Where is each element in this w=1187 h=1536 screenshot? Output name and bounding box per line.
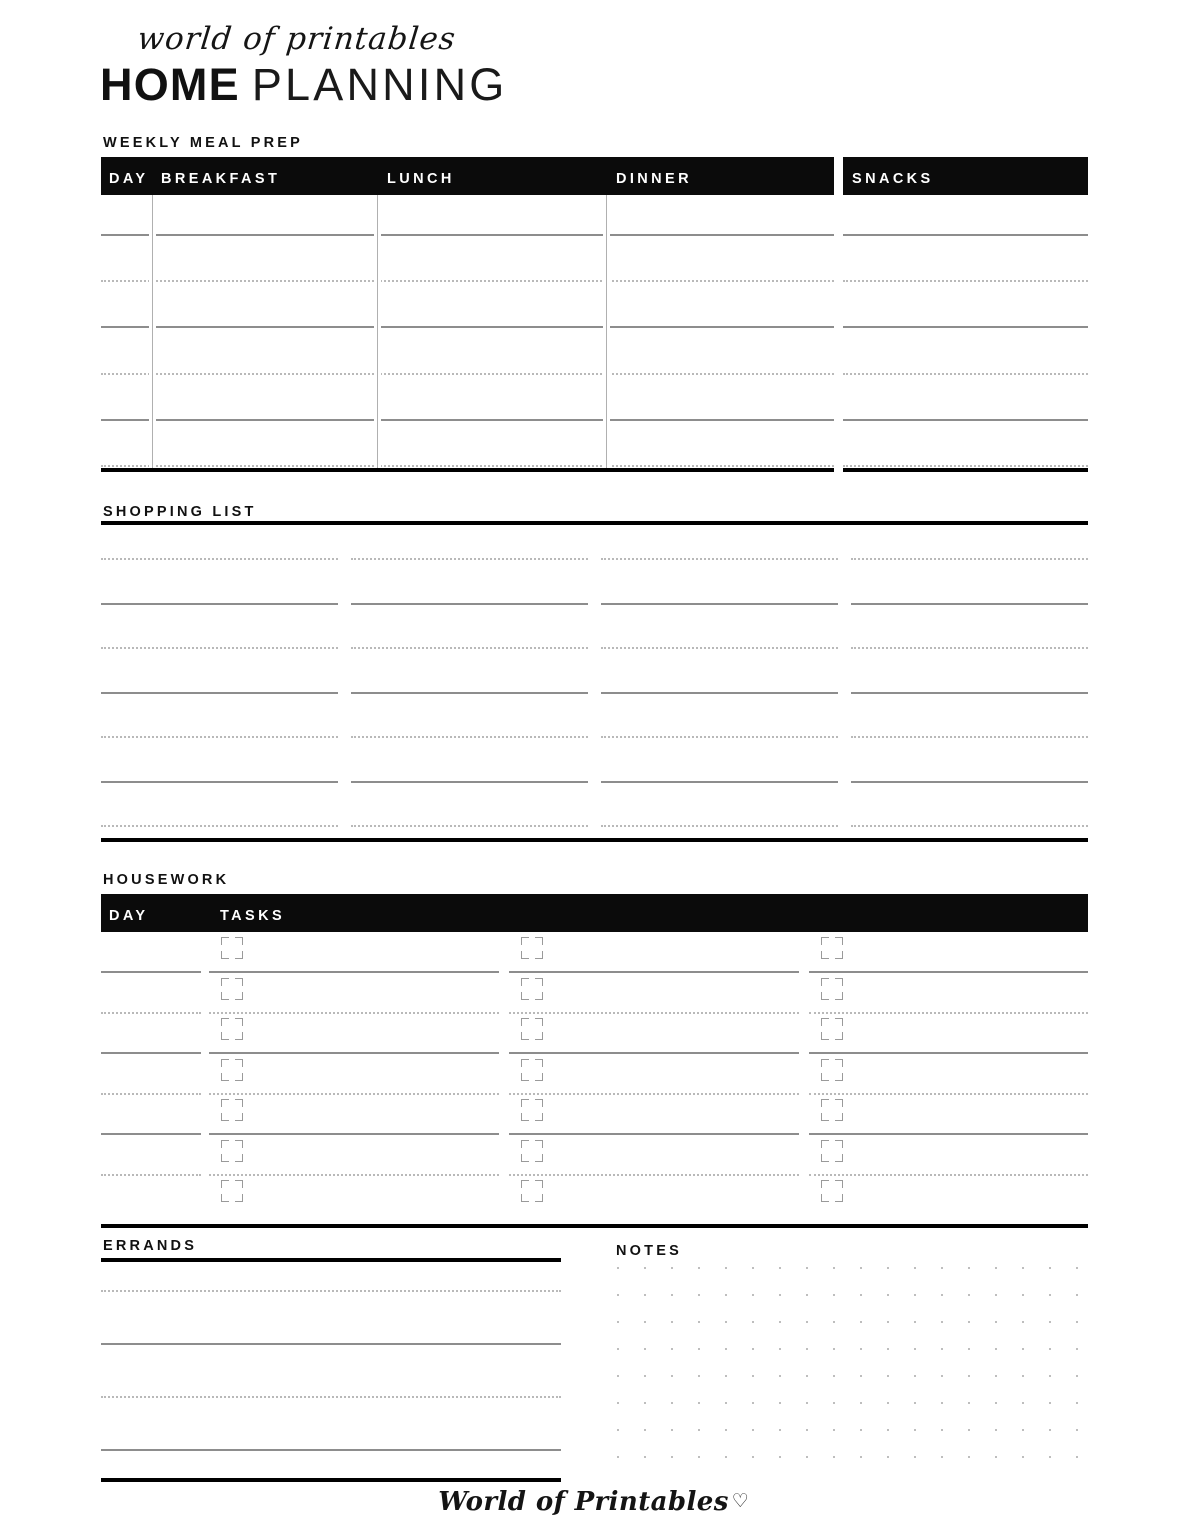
writing-line-solid	[601, 692, 838, 694]
grid-dot	[860, 1294, 862, 1296]
grid-dot	[1076, 1294, 1078, 1296]
grid-dot	[644, 1267, 646, 1269]
housework-row[interactable]	[101, 1094, 1088, 1135]
grid-dot	[698, 1456, 700, 1458]
grid-dot	[1022, 1348, 1024, 1350]
grid-dot	[941, 1375, 943, 1377]
writing-line-solid	[101, 1449, 561, 1451]
grid-dot	[941, 1402, 943, 1404]
grid-dot	[1049, 1375, 1051, 1377]
housework-row[interactable]	[101, 973, 1088, 1014]
brand-script-text: world of printables	[135, 21, 458, 57]
grid-dot	[995, 1321, 997, 1323]
writing-line-solid	[601, 603, 838, 605]
checkbox-icon[interactable]	[221, 1099, 243, 1121]
grid-dot	[1049, 1321, 1051, 1323]
shopping-list-column[interactable]	[601, 530, 838, 812]
grid-dot	[1049, 1294, 1051, 1296]
grid-dot	[698, 1321, 700, 1323]
grid-dot	[968, 1267, 970, 1269]
grid-dot	[752, 1267, 754, 1269]
grid-dot	[1076, 1402, 1078, 1404]
grid-dot	[698, 1267, 700, 1269]
writing-line-dotted	[351, 825, 588, 827]
grid-dot	[941, 1321, 943, 1323]
grid-dot	[1049, 1348, 1051, 1350]
writing-line-dotted	[601, 647, 838, 649]
housework-task-cell[interactable]	[809, 1174, 1088, 1216]
writing-line-solid	[843, 326, 1088, 328]
grid-dot	[1022, 1294, 1024, 1296]
page-footer	[0, 1487, 1187, 1517]
checkbox-icon[interactable]	[521, 1099, 543, 1121]
grid-dot	[887, 1348, 889, 1350]
housework-row[interactable]	[101, 1013, 1088, 1054]
writing-line-solid	[101, 234, 834, 236]
housework-task-cell[interactable]	[809, 1012, 1088, 1054]
grid-dot	[860, 1375, 862, 1377]
writing-line-dotted	[101, 736, 338, 738]
meal-prep-bottom-rule	[101, 468, 834, 472]
grid-dot	[725, 1267, 727, 1269]
grid-dot	[806, 1402, 808, 1404]
grid-dot	[779, 1429, 781, 1431]
writing-line-solid	[101, 1343, 561, 1345]
heart-icon: ♡	[731, 1491, 749, 1512]
grid-dot	[833, 1375, 835, 1377]
housework-task-cell[interactable]	[809, 972, 1088, 1014]
snacks-bottom-rule	[843, 468, 1088, 472]
grid-dot	[833, 1267, 835, 1269]
grid-dot	[779, 1456, 781, 1458]
grid-dot	[806, 1267, 808, 1269]
writing-line-dotted	[101, 373, 834, 375]
snacks-header-bar	[843, 157, 1088, 195]
grid-dot	[752, 1456, 754, 1458]
col-header-snacks: SNACKS	[852, 171, 934, 187]
writing-line-dotted	[851, 647, 1088, 649]
writing-line-dotted	[843, 373, 1088, 375]
writing-line-dotted	[843, 280, 1088, 282]
grid-dot	[779, 1375, 781, 1377]
grid-dot	[725, 1456, 727, 1458]
grid-dot	[887, 1402, 889, 1404]
writing-line-dotted	[601, 558, 838, 560]
checkbox-icon[interactable]	[221, 1180, 243, 1202]
grid-dot	[752, 1348, 754, 1350]
checkbox-icon[interactable]	[821, 1180, 843, 1202]
writing-line-solid	[851, 603, 1088, 605]
grid-dot	[617, 1375, 619, 1377]
grid-dot	[617, 1321, 619, 1323]
writing-line-dotted	[851, 825, 1088, 827]
grid-dot	[833, 1456, 835, 1458]
writing-line-dotted	[843, 465, 1088, 467]
grid-dot	[671, 1429, 673, 1431]
col-header-breakfast: BREAKFAST	[161, 171, 281, 187]
housework-row[interactable]	[101, 1175, 1088, 1216]
checkbox-icon[interactable]	[221, 1140, 243, 1162]
writing-line-solid	[351, 603, 588, 605]
housework-task-cell[interactable]	[509, 1053, 799, 1095]
housework-bottom-rule	[101, 1224, 1088, 1228]
writing-line-dotted	[851, 736, 1088, 738]
writing-line-solid	[351, 692, 588, 694]
checkbox-icon[interactable]	[521, 1140, 543, 1162]
section-title-housework: HOUSEWORK	[103, 872, 230, 888]
grid-dot	[941, 1294, 943, 1296]
grid-dot	[644, 1375, 646, 1377]
grid-dot	[779, 1402, 781, 1404]
grid-dot	[941, 1348, 943, 1350]
footer-logo-text: World of Printables	[438, 1487, 729, 1517]
grid-dot	[887, 1456, 889, 1458]
grid-dot	[644, 1321, 646, 1323]
checkbox-icon[interactable]	[821, 937, 843, 959]
grid-dot	[806, 1429, 808, 1431]
grid-dot	[617, 1429, 619, 1431]
checkbox-icon[interactable]	[821, 1140, 843, 1162]
writing-line-dotted	[351, 558, 588, 560]
grid-dot	[887, 1294, 889, 1296]
page-title-light: PLANNING	[251, 59, 508, 110]
grid-dot	[860, 1267, 862, 1269]
grid-dot	[833, 1429, 835, 1431]
grid-dot	[698, 1375, 700, 1377]
housework-task-cell[interactable]	[809, 1134, 1088, 1176]
housework-task-cell[interactable]	[509, 1134, 799, 1176]
checkbox-icon[interactable]	[221, 1059, 243, 1081]
housework-task-cell[interactable]	[509, 1093, 799, 1135]
writing-line-dotted	[101, 465, 834, 467]
grid-dot	[833, 1321, 835, 1323]
grid-dot	[1022, 1375, 1024, 1377]
writing-line-solid	[351, 781, 588, 783]
grid-dot	[806, 1375, 808, 1377]
writing-line-dotted	[101, 1290, 561, 1292]
grid-dot	[1049, 1402, 1051, 1404]
checkbox-icon[interactable]	[521, 1018, 543, 1040]
grid-dot	[968, 1348, 970, 1350]
grid-dot	[617, 1267, 619, 1269]
grid-dot	[1022, 1429, 1024, 1431]
page-title	[100, 59, 1000, 110]
page-title-bold: HOME	[100, 59, 240, 110]
grid-dot	[1076, 1429, 1078, 1431]
housework-task-cell[interactable]	[809, 931, 1088, 973]
grid-dot	[725, 1429, 727, 1431]
grid-dot	[779, 1348, 781, 1350]
grid-dot	[860, 1321, 862, 1323]
grid-dot	[671, 1348, 673, 1350]
grid-dot	[995, 1267, 997, 1269]
shopping-list-column[interactable]	[851, 530, 1088, 812]
checkbox-icon[interactable]	[521, 937, 543, 959]
grid-dot	[914, 1375, 916, 1377]
grid-dot	[968, 1456, 970, 1458]
grid-dot	[995, 1348, 997, 1350]
grid-dot	[671, 1456, 673, 1458]
meal-prep-header-bar	[101, 157, 834, 195]
grid-dot	[698, 1402, 700, 1404]
grid-dot	[725, 1321, 727, 1323]
grid-dot	[887, 1429, 889, 1431]
checkbox-icon[interactable]	[521, 1180, 543, 1202]
grid-dot	[941, 1456, 943, 1458]
grid-dot	[779, 1321, 781, 1323]
writing-line-dotted	[851, 558, 1088, 560]
checkbox-icon[interactable]	[821, 1018, 843, 1040]
writing-line-dotted	[101, 825, 338, 827]
housework-task-cell[interactable]	[509, 972, 799, 1014]
grid-dot	[644, 1402, 646, 1404]
housework-task-cell[interactable]	[209, 972, 499, 1014]
grid-dot	[617, 1294, 619, 1296]
grid-dot	[968, 1294, 970, 1296]
grid-dot	[995, 1402, 997, 1404]
grid-dot	[1022, 1456, 1024, 1458]
checkbox-icon[interactable]	[821, 1059, 843, 1081]
housework-task-cell[interactable]	[209, 931, 499, 973]
grid-dot	[779, 1267, 781, 1269]
grid-dot	[914, 1402, 916, 1404]
meal-prep-grid[interactable]	[101, 195, 834, 472]
grid-dot	[806, 1321, 808, 1323]
col-header-dinner: DINNER	[616, 171, 692, 187]
grid-dot	[725, 1294, 727, 1296]
writing-line-dotted	[601, 825, 838, 827]
grid-dot	[617, 1402, 619, 1404]
errands-lines[interactable]	[101, 1268, 561, 1478]
grid-dot	[887, 1267, 889, 1269]
col-header-lunch: LUNCH	[387, 171, 455, 187]
grid-dot	[833, 1348, 835, 1350]
grid-dot	[671, 1294, 673, 1296]
housework-task-cell[interactable]	[509, 931, 799, 973]
grid-dot	[779, 1294, 781, 1296]
checkbox-icon[interactable]	[821, 1099, 843, 1121]
grid-dot	[887, 1375, 889, 1377]
grid-dot	[671, 1402, 673, 1404]
housework-row[interactable]	[101, 932, 1088, 973]
grid-dot	[644, 1294, 646, 1296]
housework-rows[interactable]	[101, 932, 1088, 1228]
writing-line-solid	[851, 781, 1088, 783]
grid-dot	[725, 1348, 727, 1350]
grid-dot	[752, 1402, 754, 1404]
section-title-meal-prep: WEEKLY MEAL PREP	[103, 135, 303, 151]
grid-dot	[1076, 1456, 1078, 1458]
housework-task-cell[interactable]	[509, 1012, 799, 1054]
page-header	[100, 21, 1000, 110]
housework-task-cell[interactable]	[809, 1053, 1088, 1095]
grid-dot	[941, 1267, 943, 1269]
grid-dot	[968, 1402, 970, 1404]
grid-dot	[914, 1294, 916, 1296]
housework-row[interactable]	[101, 1135, 1088, 1176]
writing-line-dotted	[101, 1396, 561, 1398]
writing-line-dotted	[601, 736, 838, 738]
grid-dot	[752, 1294, 754, 1296]
writing-line-solid	[101, 603, 338, 605]
grid-dot	[968, 1321, 970, 1323]
col-header-house-tasks: TASKS	[220, 908, 286, 924]
writing-line-solid	[851, 692, 1088, 694]
grid-dot	[752, 1429, 754, 1431]
grid-dot	[914, 1456, 916, 1458]
section-title-errands: ERRANDS	[103, 1238, 198, 1254]
checkbox-icon[interactable]	[221, 1018, 243, 1040]
grid-dot	[725, 1375, 727, 1377]
grid-dot	[1022, 1402, 1024, 1404]
writing-line-dotted	[351, 647, 588, 649]
grid-dot	[617, 1348, 619, 1350]
grid-dot	[671, 1267, 673, 1269]
meal-col-divider	[152, 195, 153, 472]
checkbox-icon[interactable]	[221, 978, 243, 1000]
errands-bottom-rule	[101, 1478, 561, 1482]
grid-dot	[995, 1294, 997, 1296]
checkbox-icon[interactable]	[521, 1059, 543, 1081]
grid-dot	[644, 1348, 646, 1350]
writing-line-dotted	[351, 736, 588, 738]
grid-dot	[644, 1456, 646, 1458]
grid-dot	[833, 1294, 835, 1296]
housework-task-cell[interactable]	[209, 1093, 499, 1135]
grid-dot	[1049, 1456, 1051, 1458]
grid-dot	[752, 1321, 754, 1323]
grid-dot	[1022, 1267, 1024, 1269]
grid-dot	[995, 1456, 997, 1458]
grid-dot	[1076, 1267, 1078, 1269]
grid-dot	[1022, 1321, 1024, 1323]
housework-task-cell[interactable]	[209, 1053, 499, 1095]
meal-col-divider	[606, 195, 607, 472]
writing-line-dotted	[101, 280, 834, 282]
grid-dot	[860, 1402, 862, 1404]
grid-dot	[968, 1429, 970, 1431]
grid-dot	[1076, 1348, 1078, 1350]
meal-col-divider	[377, 195, 378, 472]
housework-header-bar	[101, 894, 1088, 932]
grid-dot	[860, 1348, 862, 1350]
shopping-list-title-rule	[101, 521, 1088, 525]
grid-dot	[1076, 1321, 1078, 1323]
notes-dot-grid[interactable]	[617, 1267, 1089, 1482]
housework-row[interactable]	[101, 1054, 1088, 1095]
section-title-notes: NOTES	[616, 1243, 682, 1259]
writing-line-solid	[843, 234, 1088, 236]
grid-dot	[644, 1429, 646, 1431]
grid-dot	[914, 1348, 916, 1350]
section-title-shopping-list: SHOPPING LIST	[103, 504, 257, 520]
housework-task-cell[interactable]	[209, 1134, 499, 1176]
housework-task-cell[interactable]	[209, 1012, 499, 1054]
grid-dot	[1049, 1267, 1051, 1269]
grid-dot	[833, 1402, 835, 1404]
col-header-day: DAY	[109, 171, 149, 187]
grid-dot	[671, 1321, 673, 1323]
grid-dot	[887, 1321, 889, 1323]
shopping-list-bottom-rule	[101, 838, 1088, 842]
checkbox-icon[interactable]	[521, 978, 543, 1000]
grid-dot	[914, 1321, 916, 1323]
grid-dot	[1076, 1375, 1078, 1377]
shopping-list-column[interactable]	[101, 530, 338, 812]
shopping-list-column[interactable]	[351, 530, 588, 812]
housework-task-cell[interactable]	[809, 1093, 1088, 1135]
writing-line-solid	[101, 326, 834, 328]
snacks-grid[interactable]	[843, 195, 1088, 472]
errands-title-rule	[101, 1258, 561, 1262]
grid-dot	[671, 1375, 673, 1377]
grid-dot	[968, 1375, 970, 1377]
grid-dot	[698, 1348, 700, 1350]
grid-dot	[806, 1294, 808, 1296]
grid-dot	[806, 1456, 808, 1458]
grid-dot	[1049, 1429, 1051, 1431]
writing-line-dotted	[101, 558, 338, 560]
grid-dot	[725, 1402, 727, 1404]
grid-dot	[698, 1429, 700, 1431]
grid-dot	[914, 1267, 916, 1269]
col-header-house-day: DAY	[109, 908, 149, 924]
grid-dot	[995, 1429, 997, 1431]
grid-dot	[752, 1375, 754, 1377]
housework-task-cell[interactable]	[509, 1174, 799, 1216]
checkbox-icon[interactable]	[821, 978, 843, 1000]
shopping-list-columns[interactable]	[101, 530, 1088, 812]
grid-dot	[806, 1348, 808, 1350]
grid-dot	[860, 1456, 862, 1458]
grid-dot	[914, 1429, 916, 1431]
grid-dot	[698, 1294, 700, 1296]
writing-line-solid	[601, 781, 838, 783]
housework-task-cell[interactable]	[209, 1174, 499, 1216]
writing-line-solid	[843, 419, 1088, 421]
checkbox-icon[interactable]	[221, 937, 243, 959]
writing-line-solid	[101, 692, 338, 694]
writing-line-dotted	[101, 647, 338, 649]
grid-dot	[941, 1429, 943, 1431]
grid-dot	[995, 1375, 997, 1377]
grid-dot	[617, 1456, 619, 1458]
writing-line-solid	[101, 781, 338, 783]
writing-line-solid	[101, 419, 834, 421]
grid-dot	[860, 1429, 862, 1431]
